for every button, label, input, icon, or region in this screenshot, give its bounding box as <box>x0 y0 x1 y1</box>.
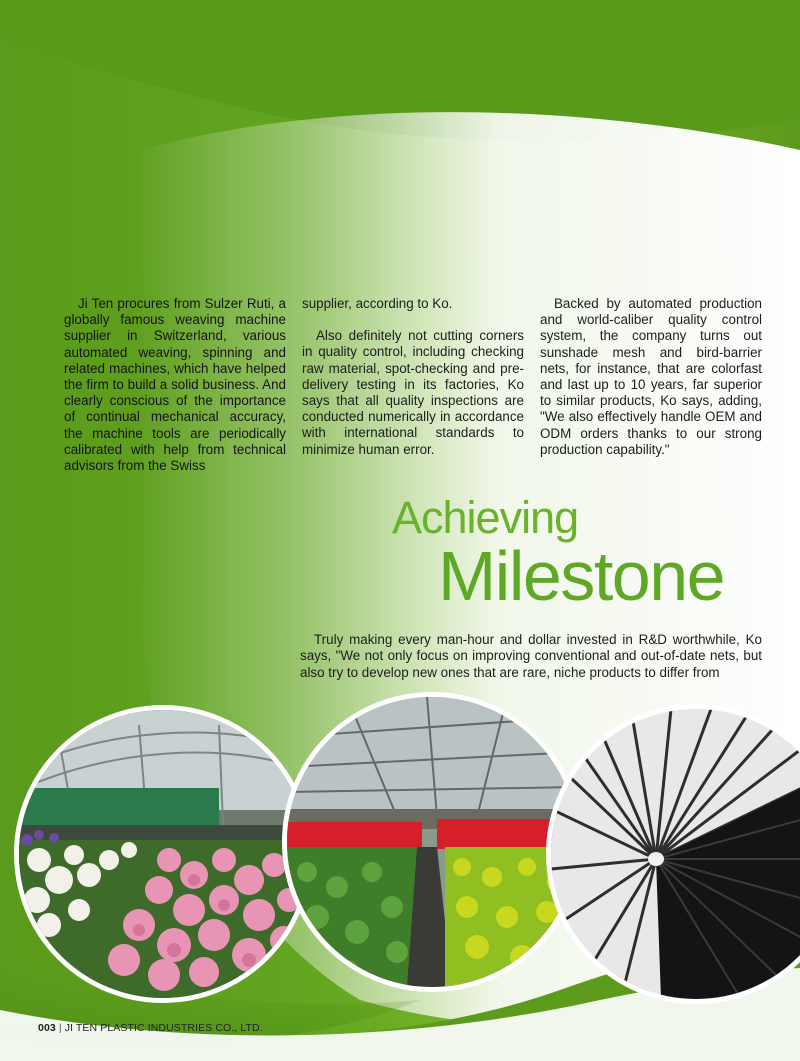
lead-paragraph-block <box>300 632 762 681</box>
page-number: 003 <box>38 1022 56 1034</box>
greenhouse-flowers-photo <box>14 705 312 1003</box>
col1-paragraph: Ji Ten procures from Sulzer Ruti, a globally famous weaving machine supplier in Switzerland, various automated weaving, spinning and related machines, which have helped the firm to build a solid business. And clearly conscious of the importance of continual mechanical accuracy, the machine tools are periodically calibrated with help from technical advisors from the Swiss <box>64 296 286 474</box>
article-column-3 <box>540 296 762 474</box>
footer-separator: | <box>58 1022 62 1034</box>
col2-paragraph-1: supplier, according to Ko. <box>302 296 453 311</box>
article-column-2 <box>302 296 524 474</box>
page-footer <box>38 1022 263 1034</box>
col3-paragraph: Backed by automated production and world-caliber quality control system, the company turns out sunshade mesh and bird-barrier nets, for instance, that are colorfast and last up to 10 years, far superior to similar products, Ko says, adding, "We also effectively handle OEM and ODM orders thanks to our strong production capability." <box>540 296 762 457</box>
lead-paragraph: Truly making every man-hour and dollar invested in R&D worthwhile, Ko says, "We not only focus on improving conventional and out-of-date nets, but also try to develop new ones that are rare, niche products to differ from <box>300 632 762 680</box>
heading-achieving: Achieving <box>392 492 579 543</box>
heading-milestone: Milestone <box>438 537 725 615</box>
col2-paragraph-2: Also definitely not cutting corners in quality control, including checking raw material, spot-checking and pre-delivery testing in its factories, Ko says that all quality inspections are conducted numerically in accordance with international standards to minimize human error. <box>302 328 524 457</box>
company-name: JI TEN PLASTIC INDUSTRIES CO., LTD. <box>64 1022 263 1034</box>
article-column-1 <box>64 296 286 490</box>
greenhouse-beds-photo <box>282 692 582 992</box>
